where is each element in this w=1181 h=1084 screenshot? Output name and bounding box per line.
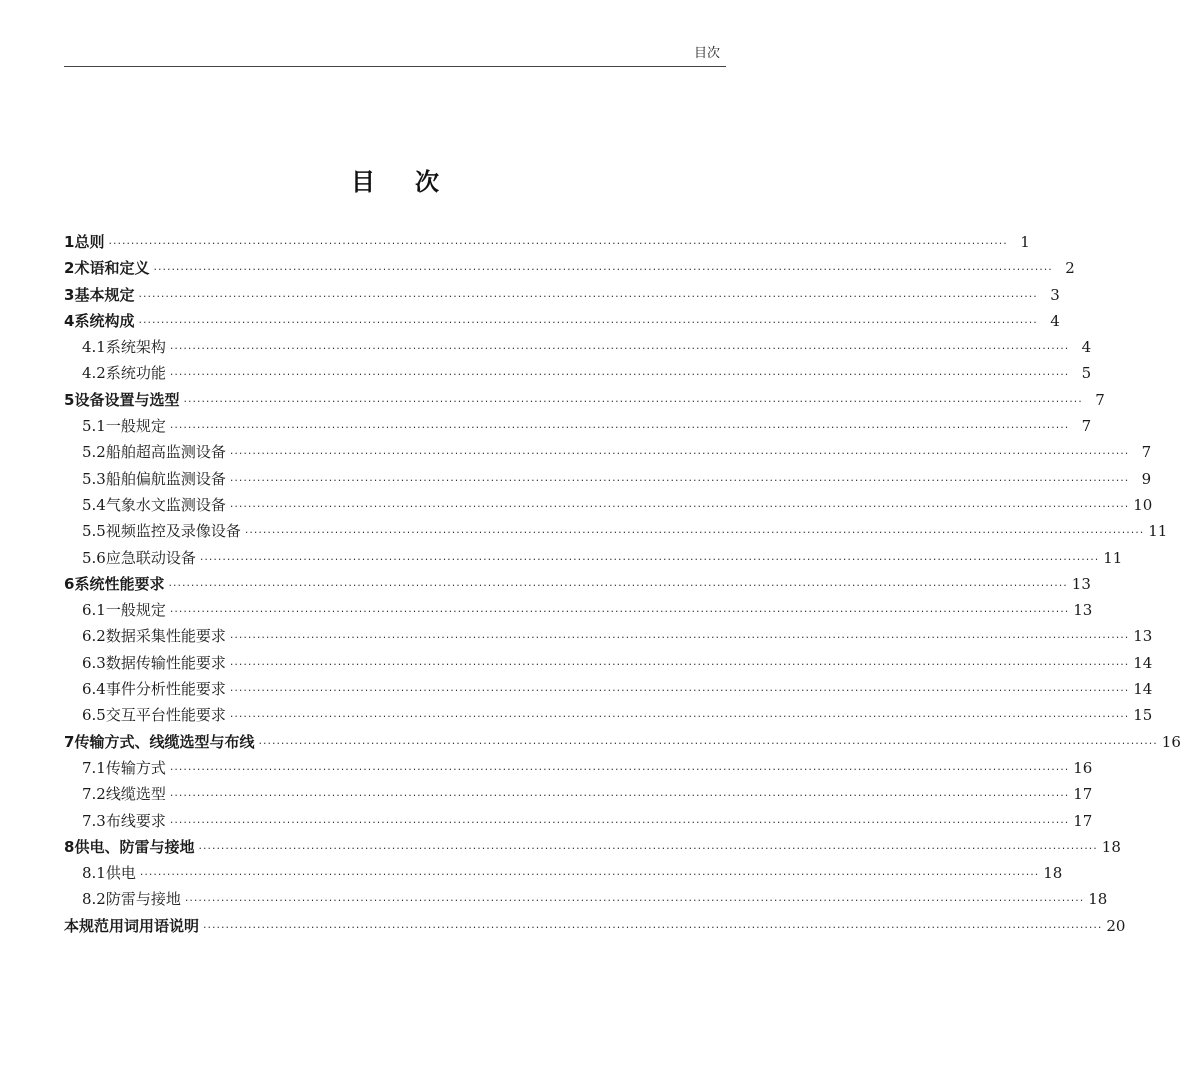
toc-page-number: 11 (1148, 522, 1168, 541)
toc-page-number: 4 (1050, 311, 1060, 330)
toc-entry-title: 防雷与接地 (105, 890, 181, 909)
dot-leader: ········································································································································································································ (153, 263, 1053, 277)
dot-leader: ········································································································································································································ (168, 578, 1068, 592)
toc-entry-number: 7.3 (82, 811, 106, 830)
dot-leader: ········································································································································································································ (229, 499, 1130, 513)
toc-section-entry[interactable] (64, 886, 1108, 912)
toc-entry-number: 6.5 (82, 706, 106, 725)
toc-chapter-entry[interactable] (64, 834, 1121, 860)
toc-section-entry[interactable] (64, 597, 1093, 623)
toc-entry-title: 船舶超高监测设备 (105, 443, 226, 462)
dot-leader: ········································································································································································································ (138, 289, 1038, 303)
toc-entry-number: 5 (64, 390, 75, 409)
toc-entry-number: 6.1 (82, 601, 106, 620)
toc-page-number: 15 (1133, 706, 1153, 725)
toc-chapter-entry[interactable] (64, 229, 1030, 255)
toc-page-number: 2 (1065, 259, 1075, 278)
toc-entry-title: 船舶偏航监测设备 (105, 469, 226, 488)
dot-leader: ········································································································································································································ (199, 552, 1100, 566)
dot-leader: ········································································································································································································ (169, 342, 1070, 356)
toc-page-number: 4 (1081, 338, 1092, 357)
toc-entry-title: 系统构成 (74, 311, 135, 330)
dot-leader: ········································································································································································································ (169, 421, 1070, 435)
dot-leader: ········································································································································································································ (229, 631, 1130, 645)
toc-page-number: 5 (1081, 364, 1092, 383)
toc-section-entry[interactable] (64, 545, 1123, 571)
toc-entry-number: 7.2 (82, 785, 106, 804)
toc-chapter-entry[interactable] (64, 729, 1181, 755)
dot-leader: ········································································································································································································ (169, 815, 1070, 829)
toc-entry-number: 1 (64, 233, 75, 251)
toc-section-entry[interactable] (64, 439, 1152, 465)
running-header: 目次 (693, 46, 720, 61)
toc-section-entry[interactable] (64, 676, 1153, 702)
toc-entry-number: 6 (64, 574, 75, 593)
toc-entry-number: 8.1 (82, 864, 106, 883)
toc-entry-title: 基本规定 (74, 285, 135, 304)
toc-entry-number: 6.4 (82, 680, 106, 699)
toc-page-number: 14 (1133, 653, 1153, 672)
toc-page-number: 14 (1133, 680, 1153, 699)
table-of-contents (64, 229, 1181, 939)
toc-page-number: 17 (1073, 811, 1093, 830)
toc-page-number: 18 (1043, 864, 1063, 883)
dot-leader: ········································································································································································································ (184, 894, 1085, 908)
dot-leader: ········································································································································································································ (229, 684, 1130, 698)
toc-page-number: 16 (1073, 758, 1093, 777)
toc-entry-title: 数据采集性能要求 (105, 627, 226, 646)
toc-entry-number: 2 (64, 259, 75, 278)
toc-page-number: 13 (1073, 601, 1093, 620)
page-title: 目次 (351, 168, 479, 197)
toc-entry-title: 交互平台性能要求 (105, 706, 226, 725)
toc-section-entry[interactable] (64, 650, 1153, 676)
toc-chapter-entry[interactable] (64, 913, 1126, 939)
toc-page-number: 17 (1073, 785, 1093, 804)
toc-section-entry[interactable] (64, 518, 1168, 544)
toc-section-entry[interactable] (64, 360, 1092, 386)
toc-entry-number: 5.2 (82, 443, 106, 462)
toc-entry-title: 系统功能 (105, 364, 166, 383)
toc-section-entry[interactable] (64, 623, 1153, 649)
toc-entry-title: 事件分析性能要求 (105, 680, 226, 699)
toc-entry-number: 6.2 (82, 627, 106, 646)
toc-entry-number: 5.1 (82, 417, 106, 436)
toc-entry-number: 6.3 (82, 653, 106, 672)
toc-page-number: 9 (1141, 469, 1152, 488)
toc-section-entry[interactable] (64, 808, 1093, 834)
toc-entry-title: 布线要求 (105, 811, 166, 830)
toc-section-entry[interactable] (64, 860, 1063, 886)
dot-leader: ········································································································································································································ (258, 736, 1158, 750)
toc-entry-number: 5.4 (82, 495, 106, 514)
dot-leader: ········································································································································································································ (198, 841, 1098, 855)
toc-chapter-entry[interactable] (64, 571, 1091, 597)
toc-page-number: 13 (1133, 627, 1153, 646)
toc-chapter-entry[interactable] (64, 282, 1060, 308)
dot-leader: ········································································································································································································ (108, 237, 1008, 250)
toc-entry-number: 4.2 (82, 364, 106, 383)
toc-entry-title: 系统性能要求 (74, 574, 165, 593)
toc-entry-title: 供电、防雷与接地 (74, 837, 195, 856)
dot-leader: ········································································································································································································ (244, 526, 1145, 540)
header-rule (64, 66, 726, 67)
dot-leader: ········································································································································································································ (183, 394, 1083, 408)
toc-entry-number: 5.3 (82, 469, 106, 488)
toc-entry-number: 5.6 (82, 548, 106, 567)
dot-leader: ········································································································································································································ (169, 368, 1070, 382)
toc-section-entry[interactable] (64, 702, 1153, 728)
toc-entry-title: 气象水文监测设备 (105, 495, 226, 514)
toc-entry-number: 5.5 (82, 522, 106, 541)
toc-section-entry[interactable] (64, 413, 1092, 439)
toc-entry-title: 应急联动设备 (105, 548, 196, 567)
toc-entry-number: 7.1 (82, 758, 106, 777)
dot-leader: ········································································································································································································ (229, 473, 1130, 487)
toc-entry-title: 一般规定 (105, 417, 166, 436)
toc-entry-title: 线缆选型 (105, 785, 166, 804)
dot-leader: ········································································································································································································ (203, 920, 1103, 934)
toc-entry-title: 视频监控及录像设备 (105, 522, 241, 541)
toc-entry-number: 7 (64, 732, 75, 751)
dot-leader: ········································································································································································································ (229, 657, 1130, 671)
toc-entry-title: 总则 (74, 233, 105, 251)
toc-section-entry[interactable] (64, 492, 1153, 518)
toc-section-entry[interactable] (64, 466, 1152, 492)
toc-page-number: 7 (1095, 390, 1105, 409)
toc-entry-number: 8 (64, 837, 75, 856)
toc-entry-number: 3 (64, 285, 75, 304)
toc-page-number: 18 (1088, 890, 1108, 909)
toc-entry-title: 传输方式 (105, 758, 166, 777)
dot-leader: ········································································································································································································ (138, 315, 1038, 329)
toc-entry-title: 术语和定义 (74, 259, 150, 278)
toc-chapter-entry[interactable] (64, 387, 1105, 413)
toc-page-number: 7 (1081, 417, 1092, 436)
toc-entry-title: 传输方式、线缆选型与布线 (74, 732, 255, 751)
dot-leader: ········································································································································································································ (169, 789, 1070, 803)
toc-chapter-entry[interactable] (64, 255, 1075, 281)
toc-entry-title: 供电 (105, 864, 136, 883)
toc-entry-title: 设备设置与选型 (74, 390, 180, 409)
toc-page-number: 20 (1106, 916, 1126, 935)
toc-section-entry[interactable] (64, 755, 1093, 781)
dot-leader: ········································································································································································································ (229, 447, 1130, 461)
toc-page-number: 10 (1133, 495, 1153, 514)
toc-section-entry[interactable] (64, 781, 1093, 807)
toc-page-number: 16 (1161, 732, 1181, 751)
toc-entry-number: 4 (64, 311, 75, 330)
toc-entry-title: 系统架构 (105, 338, 166, 357)
dot-leader: ········································································································································································································ (169, 605, 1070, 619)
toc-entry-title: 一般规定 (105, 601, 166, 620)
toc-page-number: 3 (1050, 285, 1060, 304)
toc-entry-title: 本规范用词用语说明 (64, 916, 200, 935)
dot-leader: ········································································································································································································ (139, 868, 1040, 882)
toc-chapter-entry[interactable] (64, 308, 1060, 334)
toc-page-number: 7 (1141, 443, 1152, 462)
dot-leader: ········································································································································································································ (169, 762, 1070, 776)
toc-entry-number: 8.2 (82, 890, 106, 909)
toc-section-entry[interactable] (64, 334, 1092, 360)
toc-entry-number: 4.1 (82, 338, 106, 357)
toc-page-number: 18 (1101, 837, 1121, 856)
toc-page-number: 1 (1020, 233, 1030, 251)
toc-page-number: 11 (1103, 548, 1123, 567)
toc-page-number: 13 (1071, 574, 1091, 593)
toc-entry-title: 数据传输性能要求 (105, 653, 226, 672)
dot-leader: ········································································································································································································ (229, 710, 1130, 724)
